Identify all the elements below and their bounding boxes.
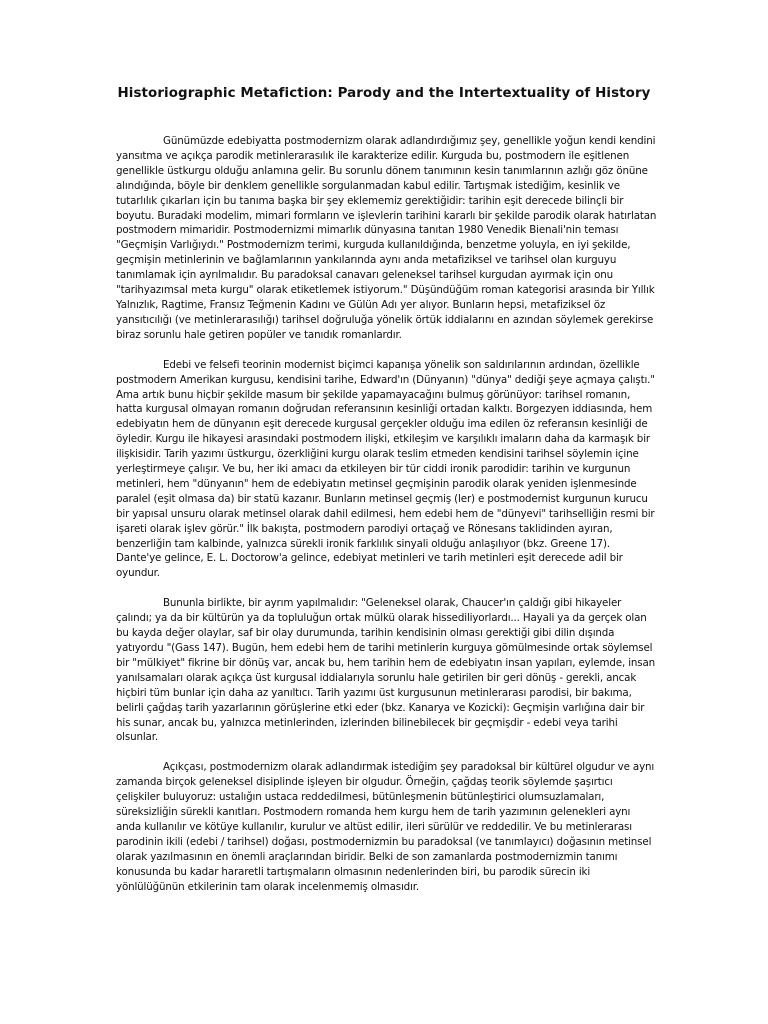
paragraph-4: Açıkçası, postmodernizm olarak adlandırmak istediğim şey paradoksal bir kültürel olgudur ve aynı zamanda birçok geleneksel disiplinde işleyen bir olgudur. Örneğin, çağdaş teorik söylemde şaşırtıcı çelişkiler buluyoruz: ustalığın ustaca reddedilmesi, bütünleşmenin bütünleştirici olumsuzlamaları, süreksizliğin sürekli kanıtları. Postmodern romanda hem kurgu hem de tarih yazımının gelenekleri aynı anda kullanılır ve kötüye kullanılır, kurulur ve altüst edilir, ileri sürülür ve reddedilir. Ve bu metinlerarası parodinin ikili (edebi / tarihsel) doğası, postmodernizmin bu paradoksal (ve tanımlayıcı) doğasının metinsel olarak yazılmasının en önemli araçlarından biridir. Belki de son zamanlarda postmodernizmin tanımı konusunda bu kadar hararetli tartışmaların olmasının nedenlerinden biri, bu parodik sürecin iki yönlülüğünün etkilerinin tam olarak incelenmemiş olmasıdır. — [116, 761, 655, 893]
paragraph-3: Bununla birlikte, bir ayrım yapılmalıdır: "Geleneksel olarak, Chaucer'ın çaldığı gibi hikayeler çalındı; ya da bir kültürün ya da topluluğun ortak mülkü olarak hissediliyorlardı... Hayali ya da gerçek olan bu kayda değer olaylar, saf bir olay durumunda, tarihin kendisinin olması gerektiği gibi dilin dışında yatıyordu "(Gass 147). Bugün, hem edebi hem de tarihi metinlerin kurguya gömülmesinde ortak söylemsel bir "mülkiyet" fikrine bir dönüş var, ancak bu, hem tarihin hem de edebiyatın insan yapıları, eylemde, insan yanılsamaları olarak açıkça üst kurgusal iddialarıyla sorunlu hale getirilen bir geri dönüş - gerekli, ancak hiçbiri tüm bunlar için daha az yanıltıcı. Tarih yazımı üst kurgusunun metinlerarası parodisi, bir bakıma, belirli çağdaş tarih yazarlarının görüşlerine etki eder (bkz. Kanarya ve Kozicki): Geçmişin varlığına dair bir his sunar, ancak bu, yalnızca metinlerinden, izlerinden bilinebilecek bir geçmişdir - edebi veya tarihi olsunlar. — [116, 597, 656, 744]
document-title: Historiographic Metafiction: Parody and the Intertextuality of History — [117, 86, 651, 101]
paragraph-2: Edebi ve felsefi teorinin modernist biçimci kapanışa yönelik son saldırılarının ardından, özellikle postmodern Amerikan kurgusu, kendisini tarihe, Edward'ın (Dünyanın) "dünya" dediği şeye açmaya çalıştı." Ama artık bunu hiçbir şekilde masum bir şekilde yapamayacağını bulmuş görünüyor: tarihsel romanın, hatta kurgusal olmayan romanın doğrudan referansının kesinliği ortadan kalktı. Borgezyen iddiasında, hem edebiyatın hem de dünyanın eşit derecede kurgusal gerçekler olduğu ima edilen öz referansın kesinliği de öyledir. Kurgu ile hikayesi arasındaki postmodern ilişki, etkileşim ve karşılıklı imaların daha da karmaşık bir ilişkisidir. Tarih yazımı üstkurgu, özerkliğini kurgu olarak teslim etmeden kendisini tarihsel söylemin içine yerleştirmeye çalışır. Ve bu, her iki amacı da etkileyen bir tür ciddi ironik parodidir: tarihin ve kurgunun metinleri, hem "dünyanın" hem de edebiyatın metinsel geçmişinin parodik olarak yeniden işlenmesinde paralel (eşit olmasa da) bir statü kazanır. Bunların metinsel geçmiş (ler) e postmodernist kurgunun kurucu bir yapısal unsuru olarak metinsel olarak dahil edilmesi, hem edebi hem de "dünyevi" tarihselliğin resmi bir işareti olarak işlev görür." İlk bakışta, postmodern parodiyi ortaçağ ve Rönesans taklidinden ayıran, benzerliğin tam kalbinde, yalnızca sürekli ironik farklılık sinyali olduğu anlaşılıyor (bkz. Greene 17). Dante'ye gelince, E. L. Doctorow'a gelince, edebiyat metinleri ve tarih metinleri eşit derecede adil bir oyundur. — [116, 358, 655, 580]
document-body — [116, 134, 657, 910]
paragraph-1: Günümüzde edebiyatta postmodernizm olarak adlandırdığımız şey, genellikle yoğun kendi kendini yansıtma ve açıkça parodik metinlerarasılık ile karakterize edilir. Kurguda bu, postmodern ile eşitlenen genellikle üstkurgu olduğu anlamına gelir. Bu sorunlu dönem tanımının kesin tanımlarının azlığı göz önüne alındığında, böyle bir denklem genellikle sorgulanmadan kabul edilir. Tartışmak istediğim, kesinlik ve tutarlılık çıkarları için bu tanıma başka bir şey eklememiz gerektiğidir: tarihin eşit derecede bilinçli bir boyutu. Buradaki modelim, mimari formların ve işlevlerin tarihini kararlı bir şekilde parodik olarak hatırlatan postmodern mimaridir. Postmodernizmi mimarlık dünyasına tanıtan 1980 Venedik Bienali'nin teması "Geçmişin Varlığıydı." Postmodernizm terimi, kurguda kullanıldığında, benzetme yoluyla, en iyi şekilde, geçmişin metinlerinin ve bağlamlarının yankılarında aynı anda metafiziksel ve tarihsel olan kurguyu tanımlamak için ayrılmalıdır. Bu paradoksal canavarı geleneksel tarihsel kurgudan ayırmak için onu "tarihyazımsal meta kurgu" olarak etiketlemek istiyorum." Düşündüğüm roman kategorisi arasında bir Yıllık Yalnızlık, Ragtime, Fransız Teğmenin Kadını ve Gülün Adı yer alıyor. Bunların hepsi, metafiziksel öz yansıtıcılığı (ve metinlerarasılığı) tarihsel doğruluğa yönelik örtük iddialarını en azından söylemek gerekirse biraz sorunlu hale getiren popüler ve tanıdık romanlardır. — [116, 135, 657, 341]
